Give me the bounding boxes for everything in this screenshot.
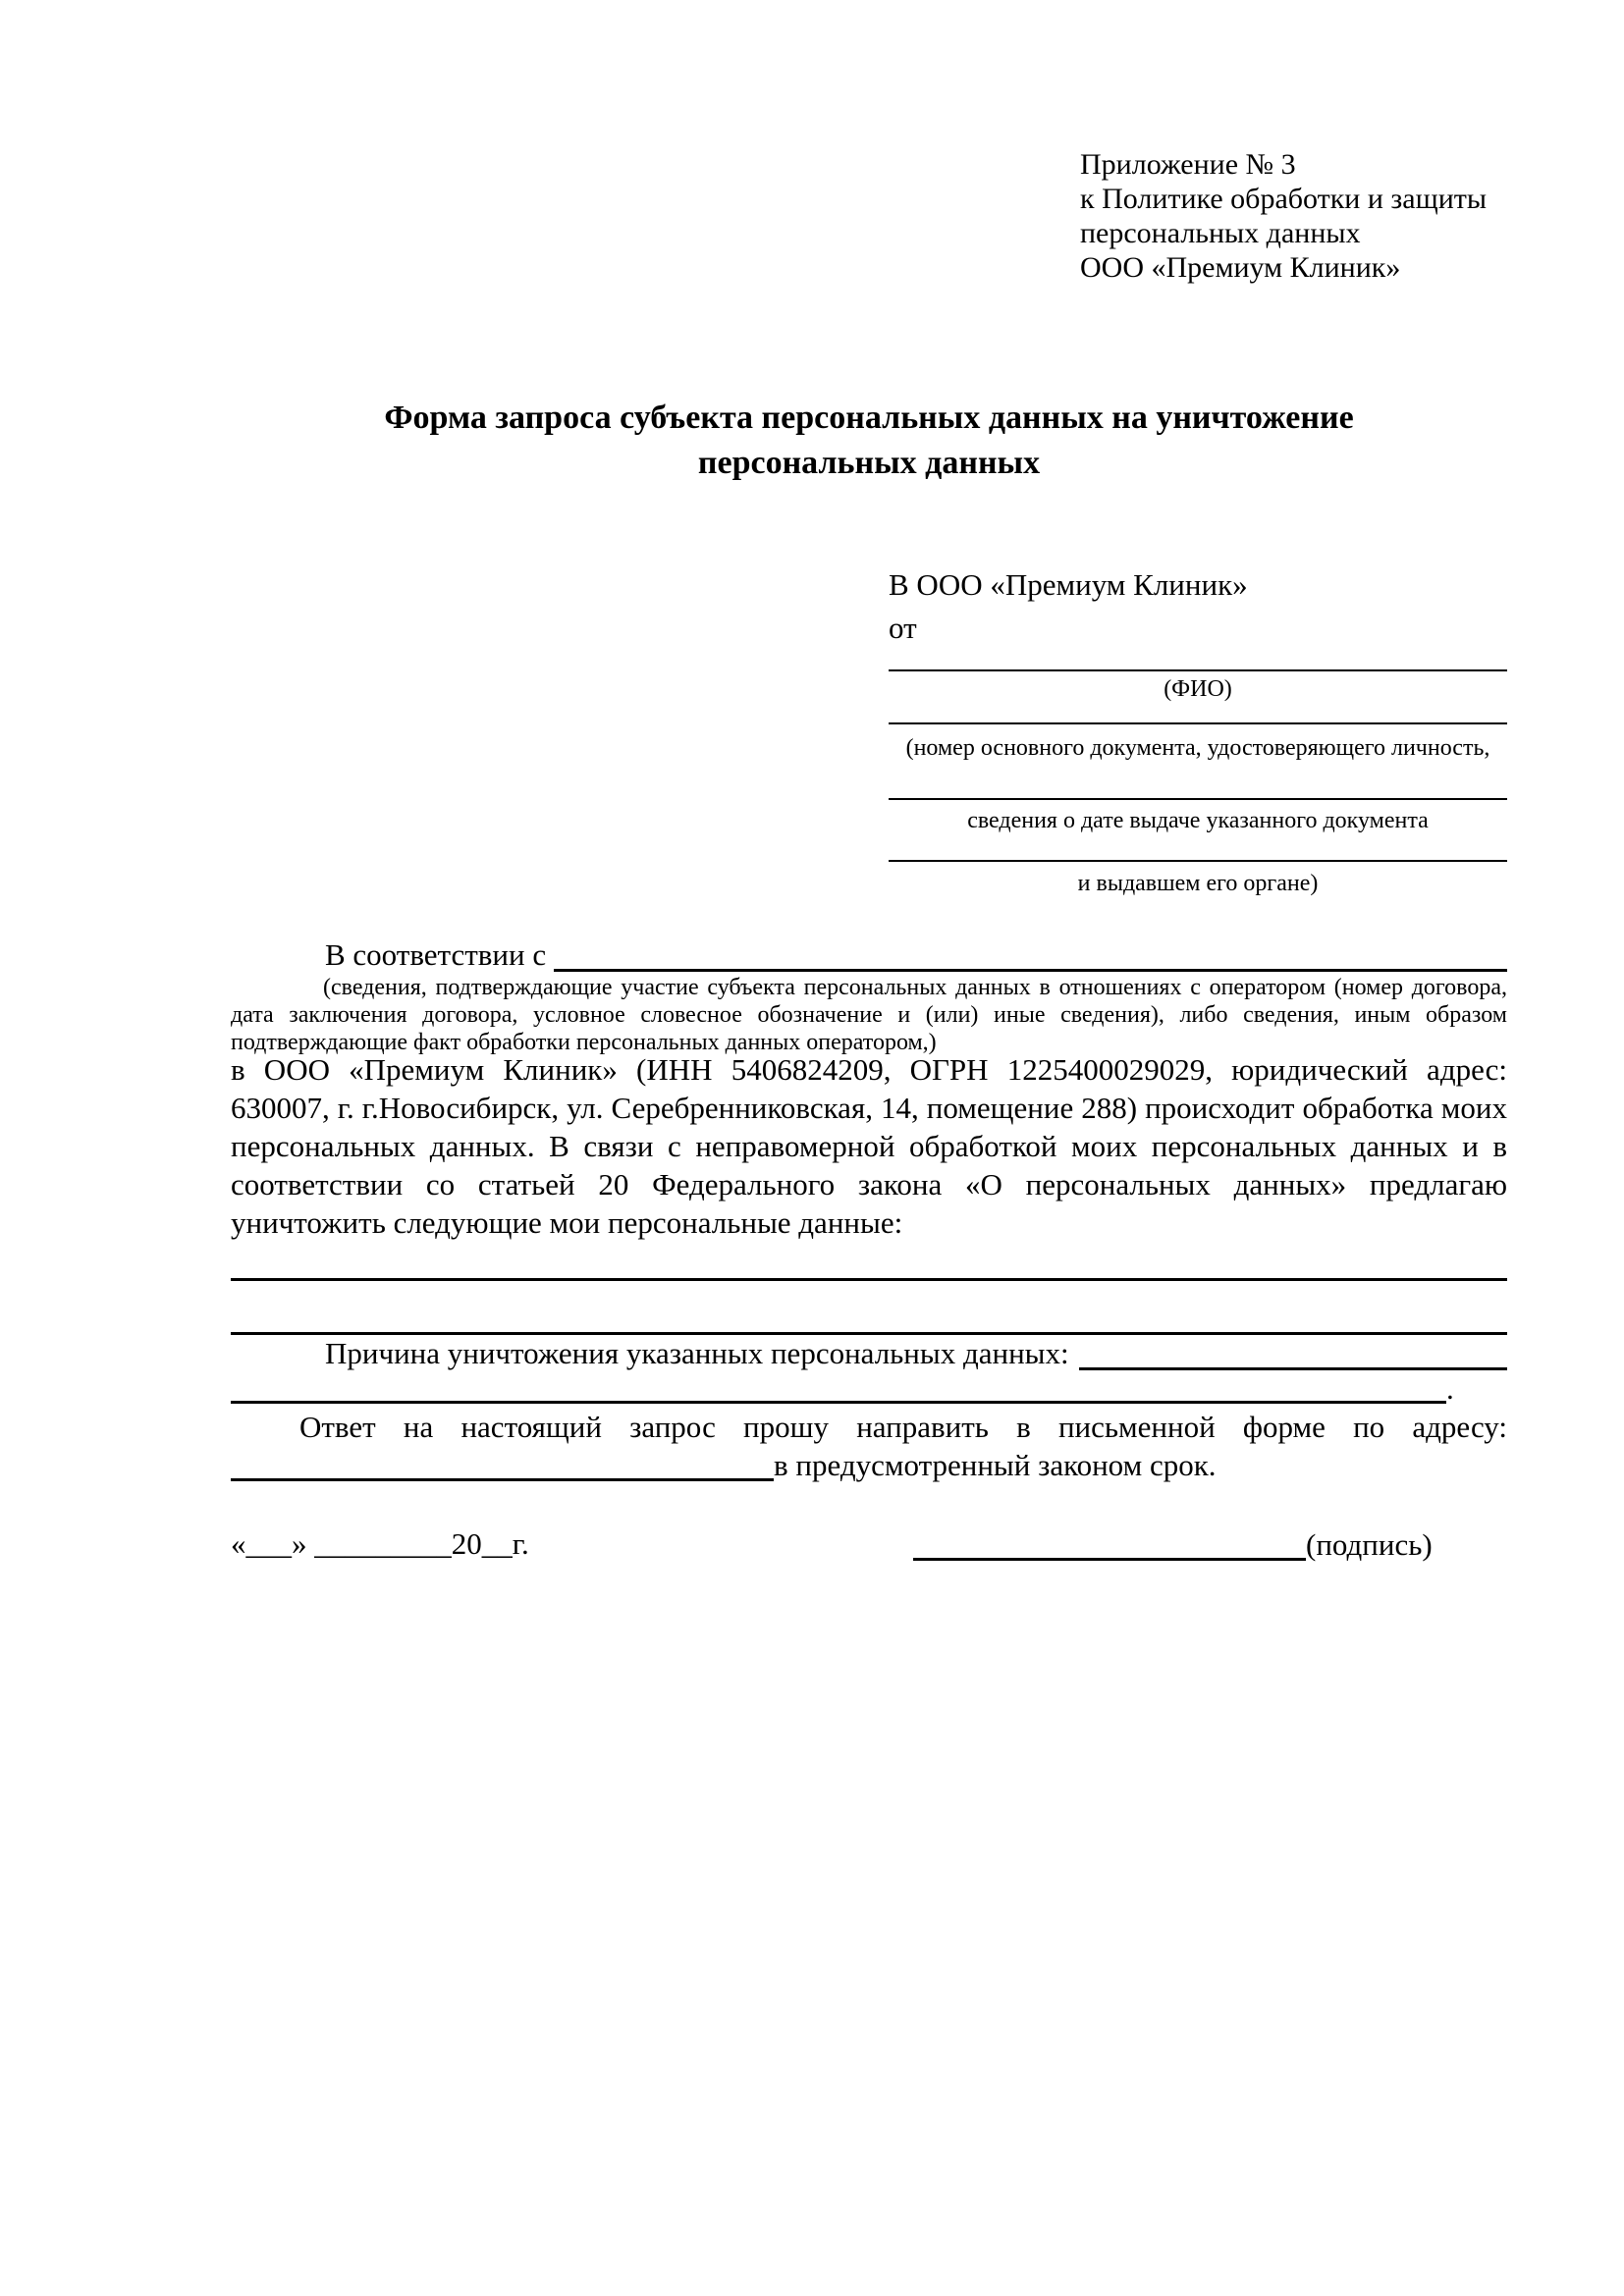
fio-blank-line <box>889 640 1507 671</box>
answer-address-blank-line <box>231 1449 774 1481</box>
page-title-line-2: персональных данных <box>697 445 1041 481</box>
reason-period: . <box>1446 1371 1454 1406</box>
document-date-blank-line <box>889 769 1507 800</box>
reason-continuation-row <box>231 1372 1507 1404</box>
footer-row <box>231 1522 1507 1561</box>
answer-request-line: Ответ на настоящий запрос прошу направить в письменной форме по адресу: <box>299 1410 1507 1444</box>
reason-row <box>231 1337 1507 1370</box>
reason-continuation-blank-line <box>231 1371 1446 1404</box>
reason-blank-line <box>1079 1338 1507 1370</box>
page-title-line-1: Форма запроса субъекта персональных данных на уничтожение <box>384 400 1354 436</box>
data-to-destroy-blank-line-2 <box>231 1301 1507 1335</box>
accordance-note: (сведения, подтверждающие участие субъекта персональных данных в отношениях с оператором (номер договора, дата заключения договора, условное словесное обозначение и (или) иные сведения), либо сведения, иным образом подтверждающие факт обработки персональных данных оператором,) <box>231 975 1507 1055</box>
recipient-organization: В ООО «Премиум Клиник» <box>889 567 1248 602</box>
accordance-blank-line <box>554 939 1507 972</box>
document-number-caption: (номер основного документа, удостоверяющего личность, <box>905 735 1490 761</box>
document-date-caption: сведения о дате выдаче указанного документа <box>967 808 1429 833</box>
signature-caption: (подпись) <box>1306 1527 1433 1562</box>
document-issuer-blank-line <box>889 830 1507 862</box>
appendix-header-line-2: к Политике обработки и защиты <box>1080 183 1488 215</box>
document-issuer-caption: и выдавшем его органе) <box>1077 871 1319 896</box>
accordance-row <box>231 936 1507 972</box>
signature-blank-line <box>913 1528 1306 1561</box>
fio-caption: (ФИО) <box>1164 676 1232 702</box>
answer-term-text: в предусмотренный законом срок. <box>774 1448 1217 1482</box>
date-blank: «___» _________20__г. <box>231 1526 529 1561</box>
answer-address-row <box>231 1450 1507 1481</box>
appendix-header-line-4: ООО «Премиум Клиник» <box>1080 251 1401 284</box>
document-number-blank-line <box>889 693 1507 724</box>
data-to-destroy-blank-line-1 <box>231 1247 1507 1281</box>
appendix-header-line-3: персональных данных <box>1080 217 1361 249</box>
accordance-label: В соответствии с <box>325 937 547 972</box>
recipient-block <box>889 0 1507 923</box>
signature-group <box>913 1528 1433 1561</box>
main-paragraph: в ООО «Премиум Клиник» (ИНН 5406824209, ОГРН 1225400029029, юридический адрес: 630007, г. г.Новосибирск, ул. Серебренниковская, 14, помещение 288) происходит обработка моих персональных данных. В связи с неправомерной обработкой моих персональных данных и в соответствии со статьей 20 Федерального закона «О персональных данных» предлагаю уничтожить следующие мои персональные данные: <box>231 1052 1507 1240</box>
reason-label: Причина уничтожения указанных персональных данных: <box>325 1336 1069 1370</box>
from-label: от <box>889 611 917 645</box>
appendix-header-line-1: Приложение № 3 <box>1080 148 1296 181</box>
